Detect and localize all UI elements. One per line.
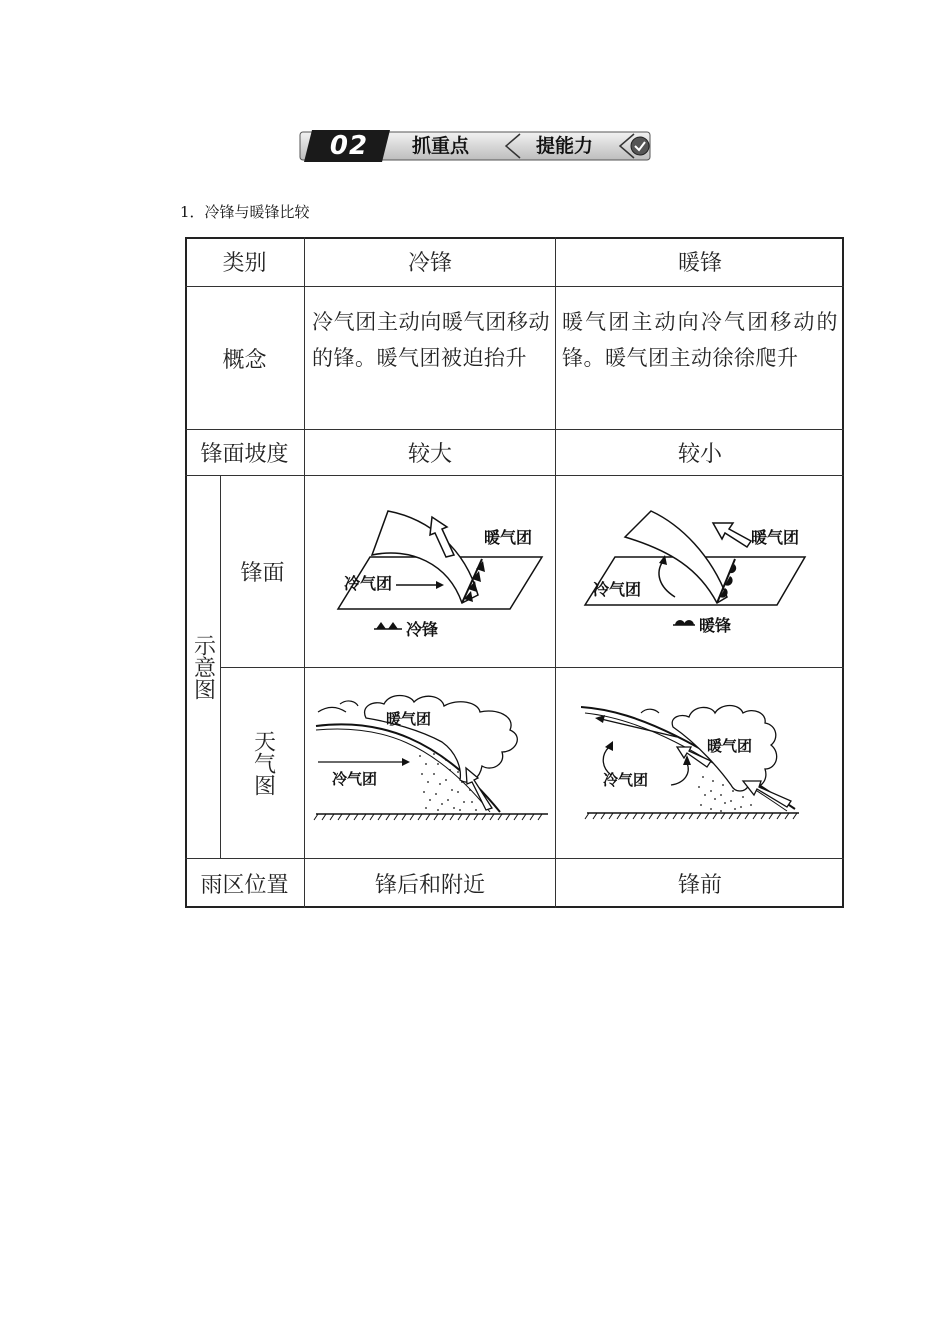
warm-weather-cold-mass: 冷气团 <box>603 771 649 789</box>
banner-title-part1: 抓重点 <box>412 135 470 157</box>
warm-weather-warm-mass: 暖气团 <box>707 737 753 755</box>
warm-front-warm-mass: 暖气团 <box>751 528 800 547</box>
slope-cold: 较大 <box>407 442 452 467</box>
banner-title-part2: 提能力 <box>536 135 594 157</box>
col-divider <box>304 237 305 908</box>
section-banner <box>298 128 654 164</box>
warm-front-surface-diagram <box>563 499 839 649</box>
weather-map-label <box>221 668 304 858</box>
cold-front-weather-diagram <box>310 682 552 847</box>
front-surface-label: 锋面 <box>240 561 285 586</box>
cold-weather-cold-mass: 冷气团 <box>332 770 378 788</box>
header-category: 类别 <box>222 251 267 276</box>
header-cold-front: 冷锋 <box>407 251 452 276</box>
row-divider <box>220 667 844 668</box>
diagram-label-text: 示意图 <box>190 634 216 700</box>
warm-front-cold-mass: 冷气团 <box>593 580 642 599</box>
cold-weather-warm-mass: 暖气团 <box>386 710 432 728</box>
cold-front-symbol-label: 冷锋 <box>406 620 439 639</box>
rain-label: 雨区位置 <box>200 873 289 898</box>
rain-warm: 锋前 <box>677 873 722 898</box>
diagram-label <box>185 476 220 858</box>
header-warm-front: 暖锋 <box>677 251 722 276</box>
comparison-table <box>185 237 844 908</box>
concept-warm: 暖气团主动向冷气团移动的锋。暖气团主动徐徐爬升 <box>562 310 838 370</box>
weather-map-label-text: 天气图 <box>250 730 276 796</box>
col-divider <box>555 237 556 908</box>
section-heading: 1．冷锋与暖锋比较 <box>180 203 310 221</box>
warm-front-weather-diagram <box>581 685 837 847</box>
cold-front-surface-diagram <box>310 499 550 649</box>
warm-front-symbol-label: 暖锋 <box>699 616 732 635</box>
rain-cold: 锋后和附近 <box>374 873 485 898</box>
cold-front-warm-mass: 暖气团 <box>484 528 533 547</box>
slope-label: 锋面坡度 <box>200 442 289 467</box>
concept-label: 概念 <box>222 347 267 373</box>
cold-front-cold-mass: 冷气团 <box>344 574 393 593</box>
concept-cold: 冷气团主动向暖气团移动的锋。暖气团被迫抬升 <box>312 310 550 370</box>
slope-warm: 较小 <box>677 442 722 467</box>
banner-number: 02 <box>329 131 369 161</box>
